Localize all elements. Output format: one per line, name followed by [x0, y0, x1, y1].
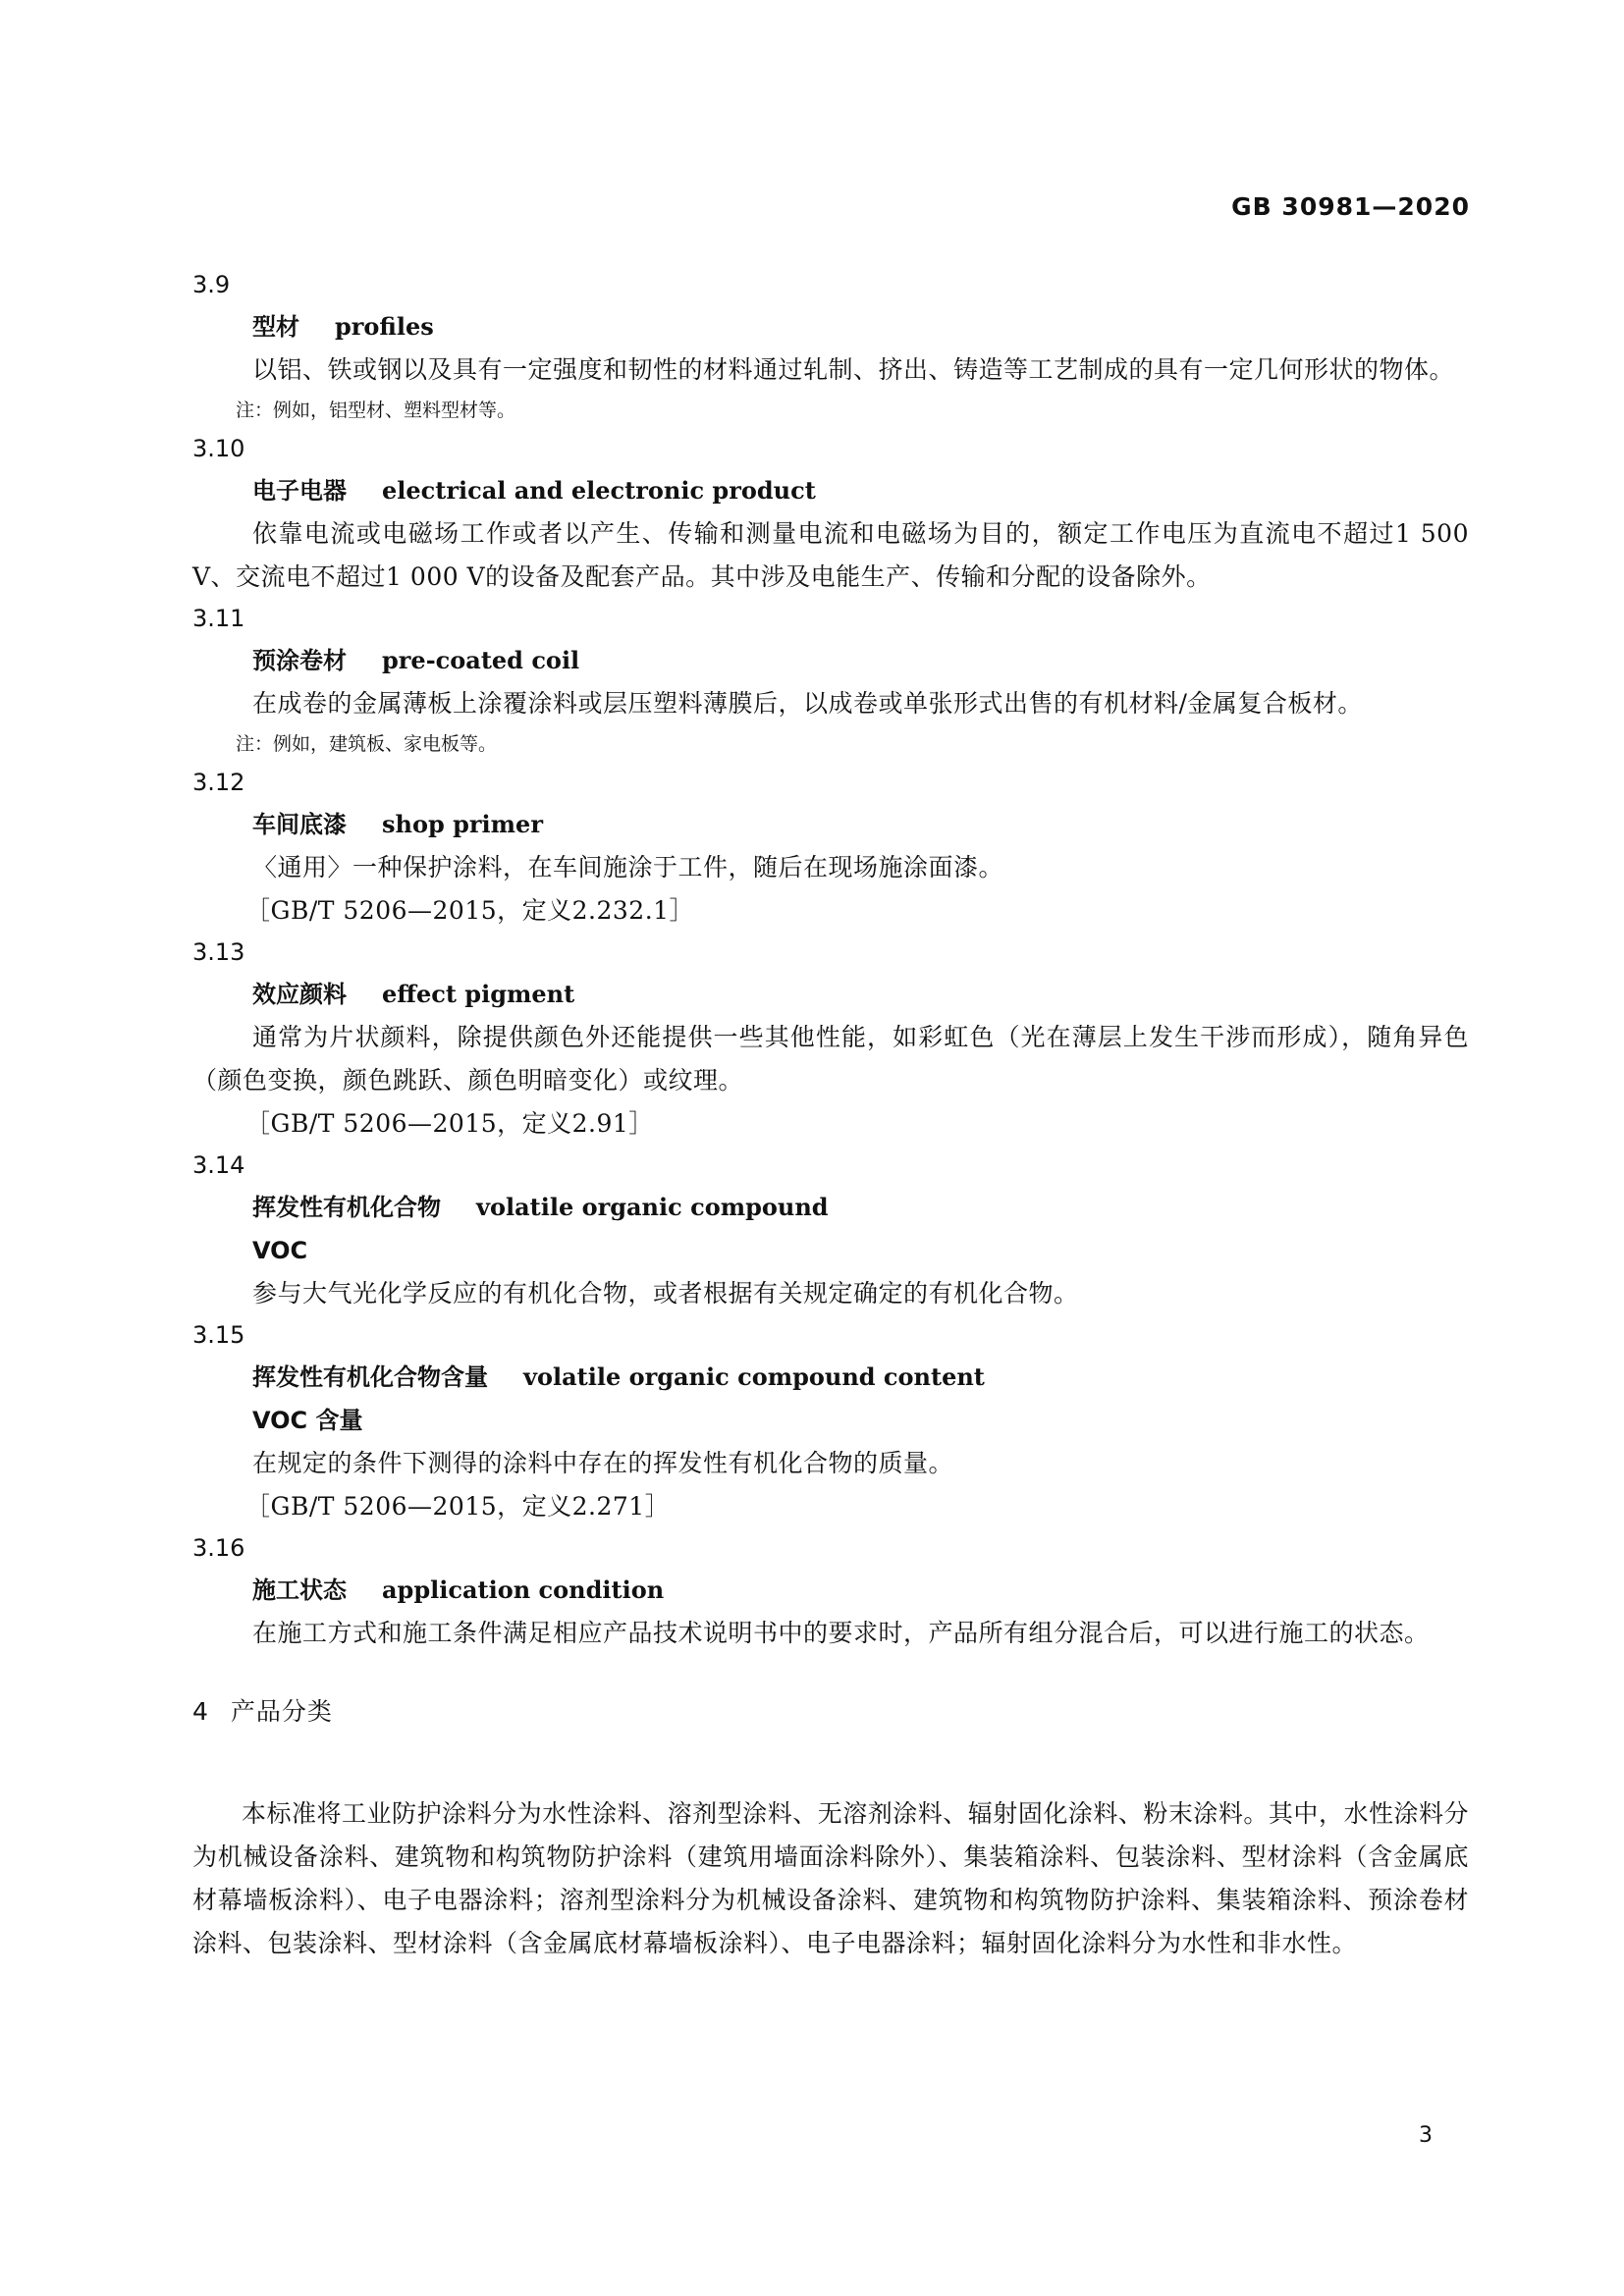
- term-definition: 〈通用〉一种保护涂料，在车间施涂于工件，随后在现场施涂面漆。: [252, 853, 1004, 881]
- section-heading: [192, 1690, 1469, 1734]
- term-name: [192, 1186, 1469, 1229]
- term-zh: 电子电器: [252, 477, 347, 505]
- term-note: 注：例如，建筑板、家电板等。: [236, 733, 498, 755]
- term-zh: 效应颜料: [252, 981, 347, 1008]
- term-entry-3-15: [192, 1315, 1469, 1528]
- term-zh: 型材: [252, 313, 299, 341]
- term-number: 3.15: [192, 1321, 245, 1349]
- term-definition: 依靠电流或电磁场工作或者以产生、传输和测量电流和电磁场为目的，额定工作电压为直流电不超过1 500 V、交流电不超过1 000 V的设备及配套产品。其中涉及电能生产、传输和分配的设备除外。: [192, 519, 1469, 591]
- term-entry-3-12: [192, 763, 1469, 933]
- term-name: [192, 973, 1469, 1016]
- term-number: 3.14: [192, 1151, 245, 1179]
- term-abbreviation: VOC: [252, 1237, 308, 1264]
- term-source: ［GB/T 5206—2015，定义2.91］: [245, 1109, 654, 1138]
- term-source: ［GB/T 5206—2015，定义2.271］: [245, 1492, 671, 1521]
- term-zh: 挥发性有机化合物含量: [252, 1363, 488, 1391]
- term-zh: 车间底漆: [252, 811, 347, 838]
- term-name: [192, 803, 1469, 846]
- term-name: [192, 469, 1469, 512]
- term-definition: 通常为片状颜料，除提供颜色外还能提供一些其他性能，如彩虹色（光在薄层上发生干涉而形成），随角异色（颜色变换，颜色跳跃、颜色明暗变化）或纹理。: [192, 1023, 1469, 1095]
- term-source: ［GB/T 5206—2015，定义2.232.1］: [245, 896, 695, 925]
- term-entry-3-9: [192, 265, 1469, 429]
- term-number: 3.13: [192, 938, 245, 966]
- term-en: pre-coated coil: [382, 646, 580, 674]
- standard-code: GB 30981—2020: [1231, 192, 1470, 221]
- term-definition: 以铝、铁或钢以及具有一定强度和韧性的材料通过轧制、挤出、铸造等工艺制成的具有一定几何形状的物体。: [252, 355, 1455, 384]
- document-content: [192, 265, 1469, 1965]
- term-en: volatile organic compound: [476, 1193, 829, 1221]
- term-en: effect pigment: [382, 980, 575, 1008]
- term-entry-3-14: [192, 1146, 1469, 1315]
- term-number: 3.12: [192, 769, 245, 796]
- term-en: shop primer: [382, 810, 543, 838]
- term-note: 注：例如，铝型材、塑料型材等。: [236, 400, 516, 421]
- term-en: profiles: [335, 312, 434, 341]
- term-number: 3.11: [192, 605, 245, 632]
- term-entry-3-10: [192, 429, 1469, 599]
- term-number: 3.10: [192, 435, 245, 462]
- term-en: application condition: [382, 1575, 665, 1604]
- term-zh: 施工状态: [252, 1576, 347, 1604]
- term-en: electrical and electronic product: [382, 476, 816, 505]
- term-abbreviation: VOC 含量: [252, 1407, 363, 1434]
- term-definition: 参与大气光化学反应的有机化合物，或者根据有关规定确定的有机化合物。: [252, 1279, 1079, 1308]
- term-entry-3-11: [192, 599, 1469, 763]
- page-number: 3: [1419, 2123, 1433, 2148]
- section-body: 本标准将工业防护涂料分为水性涂料、溶剂型涂料、无溶剂涂料、辐射固化涂料、粉末涂料。其中，水性涂料分为机械设备涂料、建筑物和构筑物防护涂料（建筑用墙面涂料除外）、集装箱涂料、包装涂料、型材涂料（含金属底材幕墙板涂料）、电子电器涂料；溶剂型涂料分为机械设备涂料、建筑物和构筑物防护涂料、集装箱涂料、预涂卷材涂料、包装涂料、型材涂料（含金属底材幕墙板涂料）、电子电器涂料；辐射固化涂料分为水性和非水性。: [192, 1799, 1469, 1957]
- term-name: [192, 639, 1469, 682]
- term-name: [192, 1569, 1469, 1612]
- term-en: volatile organic compound content: [523, 1362, 985, 1391]
- term-name: [192, 305, 1469, 348]
- section-title: 产品分类: [230, 1697, 333, 1726]
- section-number: 4: [192, 1697, 209, 1726]
- term-entry-3-16: [192, 1528, 1469, 1655]
- term-number: 3.16: [192, 1534, 245, 1562]
- term-name: [192, 1356, 1469, 1399]
- term-entry-3-13: [192, 933, 1469, 1146]
- term-definition: 在施工方式和施工条件满足相应产品技术说明书中的要求时，产品所有组分混合后，可以进行施工的状态。: [252, 1619, 1430, 1647]
- term-number: 3.9: [192, 271, 231, 298]
- term-definition: 在规定的条件下测得的涂料中存在的挥发性有机化合物的质量。: [252, 1449, 954, 1477]
- term-definition: 在成卷的金属薄板上涂覆涂料或层压塑料薄膜后，以成卷或单张形式出售的有机材料/金属复合板材。: [252, 689, 1363, 718]
- term-zh: 挥发性有机化合物: [252, 1194, 441, 1221]
- term-zh: 预涂卷材: [252, 647, 347, 674]
